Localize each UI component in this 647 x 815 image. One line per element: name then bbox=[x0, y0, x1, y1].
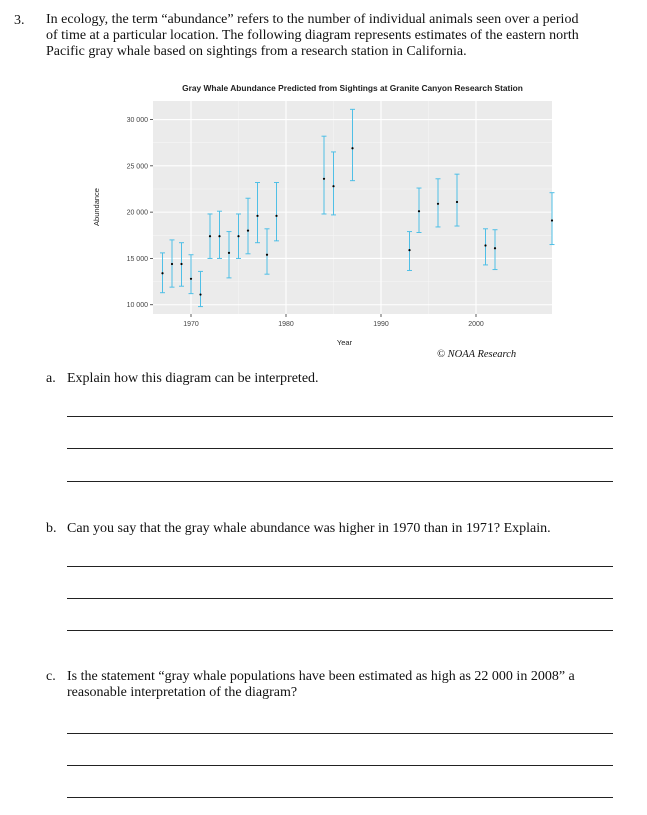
question-line: of time at a particular location. The following diagram represents estimates of the eastern north bbox=[46, 28, 579, 43]
data-point bbox=[161, 272, 163, 274]
answer-line-b1[interactable] bbox=[67, 566, 613, 567]
tick-label-y: 30 000 bbox=[126, 117, 148, 125]
y-axis-title: Abundance bbox=[92, 188, 101, 226]
data-point bbox=[180, 263, 182, 265]
data-point bbox=[494, 247, 496, 249]
data-point bbox=[256, 215, 258, 217]
data-point bbox=[266, 254, 268, 256]
part-b-letter: b. bbox=[46, 521, 57, 536]
data-point bbox=[323, 178, 325, 180]
data-point bbox=[218, 235, 220, 237]
data-point bbox=[551, 219, 553, 221]
chart-title: Gray Whale Abundance Predicted from Sightings at Granite Canyon Research Station bbox=[182, 83, 523, 93]
data-point bbox=[408, 249, 410, 251]
tick-label-x: 2000 bbox=[468, 321, 484, 328]
data-point bbox=[209, 235, 211, 237]
part-a-letter: a. bbox=[46, 371, 56, 386]
tick-label-x: 1970 bbox=[183, 321, 199, 328]
tick-label-y: 20 000 bbox=[126, 209, 148, 217]
data-point bbox=[237, 235, 239, 237]
part-c-letter: c. bbox=[46, 669, 56, 684]
answer-line-a3[interactable] bbox=[67, 481, 613, 482]
part-a-text: Explain how this diagram can be interpreted. bbox=[67, 371, 319, 386]
question-line: Pacific gray whale based on sightings from a research station in California. bbox=[46, 44, 467, 59]
data-point bbox=[275, 215, 277, 217]
part-b-text: Can you say that the gray whale abundance was higher in 1970 than in 1971? Explain. bbox=[67, 521, 551, 536]
data-point bbox=[171, 263, 173, 265]
answer-line-b3[interactable] bbox=[67, 630, 613, 631]
question-line: In ecology, the term “abundance” refers to the number of individual animals seen over a period bbox=[46, 12, 579, 27]
question-number: 3. bbox=[14, 13, 25, 28]
x-axis-title: Year bbox=[336, 338, 353, 347]
tick-label-x: 1990 bbox=[373, 321, 389, 328]
tick-label-y: 15 000 bbox=[126, 255, 148, 263]
data-point bbox=[332, 185, 334, 187]
tick-label-y: 25 000 bbox=[126, 163, 148, 171]
noaa-credit: © NOAA Research bbox=[437, 349, 517, 360]
answer-line-c1[interactable] bbox=[67, 733, 613, 734]
part-c-text: Is the statement “gray whale populations have been estimated as high as 22 000 in 2008” a bbox=[67, 669, 575, 684]
data-point bbox=[190, 278, 192, 280]
part-c-text: reasonable interpretation of the diagram? bbox=[67, 685, 298, 700]
data-point bbox=[247, 230, 249, 232]
tick-label-x: 1980 bbox=[278, 321, 294, 328]
data-point bbox=[351, 147, 353, 149]
data-point bbox=[484, 244, 486, 246]
abundance-chart bbox=[0, 0, 647, 360]
data-point bbox=[199, 293, 201, 295]
answer-line-c3[interactable] bbox=[67, 797, 613, 798]
answer-line-b2[interactable] bbox=[67, 598, 613, 599]
answer-line-c2[interactable] bbox=[67, 765, 613, 766]
tick-label-y: 10 000 bbox=[126, 302, 148, 310]
data-point bbox=[437, 203, 439, 205]
answer-line-a1[interactable] bbox=[67, 416, 613, 417]
data-point bbox=[418, 210, 420, 212]
answer-line-a2[interactable] bbox=[67, 448, 613, 449]
data-point bbox=[228, 252, 230, 254]
data-point bbox=[456, 201, 458, 203]
